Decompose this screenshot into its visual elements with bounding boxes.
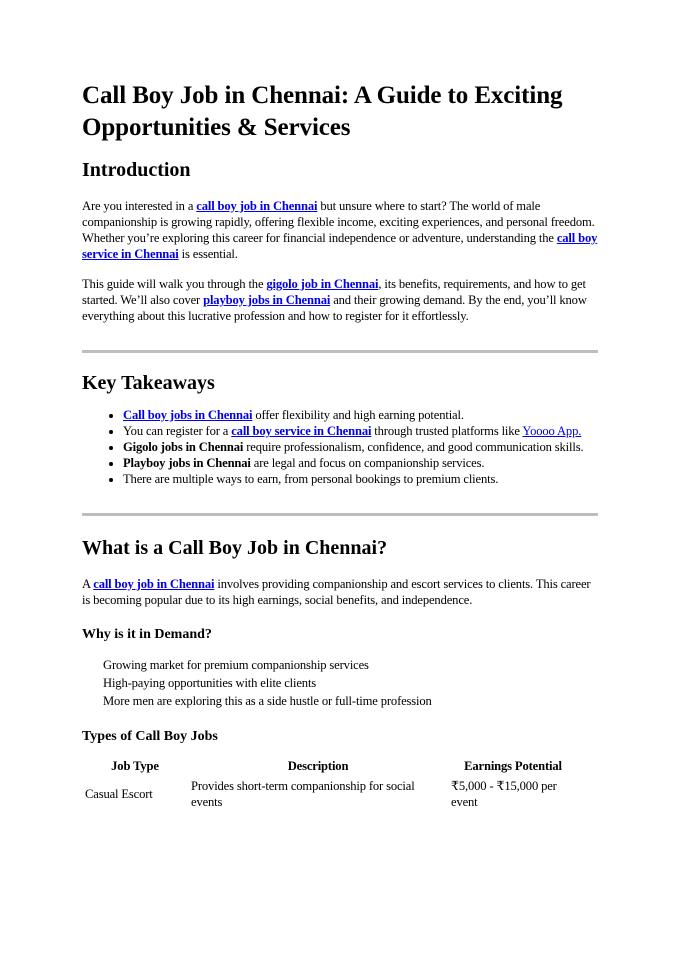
text: offer flexibility and high earning potential. bbox=[252, 408, 464, 422]
takeaways-list bbox=[82, 407, 598, 487]
column-header: Description bbox=[287, 759, 349, 773]
table-cell: Casual Escort bbox=[85, 787, 153, 801]
text: but unsure where to start? The world of male companionship is growing rapidly, offering flexible income, exciting experiences, and personal freedom. Whether you’re exploring this career for financial independence or adventure, understanding the bbox=[82, 199, 595, 245]
text: involves providing companionship and escort services to clients. This career is becoming popular due to its high earnings, social benefits, and independence. bbox=[82, 577, 591, 607]
section-divider bbox=[82, 350, 598, 353]
table-header-row bbox=[82, 756, 578, 778]
text: is essential. bbox=[178, 247, 238, 261]
text: A bbox=[82, 577, 94, 591]
list-item bbox=[123, 471, 598, 487]
what-is-heading: What is a Call Boy Job in Chennai? bbox=[82, 537, 388, 559]
table-row bbox=[82, 778, 578, 810]
table-cell: ₹5,000 - ₹15,000 per event bbox=[451, 779, 557, 809]
list-item: Growing market for premium companionship services bbox=[103, 658, 369, 672]
page-title: Call Boy Job in Chennai: A Guide to Exciting Opportunities & Services bbox=[82, 82, 563, 141]
demand-list bbox=[82, 656, 598, 710]
link-call-boy-job-chennai[interactable]: call boy job in Chennai bbox=[93, 577, 215, 591]
what-is-paragraph bbox=[82, 576, 598, 608]
link-call-boy-service-chennai[interactable]: call boy service in Chennai bbox=[82, 231, 598, 261]
bold-text: Playboy jobs in Chennai bbox=[123, 456, 251, 470]
text: , its benefits, requirements, and how to get started. We’ll also cover bbox=[82, 277, 586, 307]
text: This guide will walk you through the bbox=[82, 277, 267, 291]
section-divider bbox=[82, 513, 598, 516]
types-heading: Types of Call Boy Jobs bbox=[82, 729, 218, 744]
column-header: Job Type bbox=[111, 759, 159, 773]
text: You can register for a bbox=[123, 424, 232, 438]
demand-heading: Why is it in Demand? bbox=[82, 627, 212, 642]
list-item bbox=[123, 439, 598, 455]
text: require professionalism, confidence, and good communication skills. bbox=[243, 440, 584, 454]
link-call-boy-jobs-chennai[interactable]: Call boy jobs in Chennai bbox=[123, 408, 253, 422]
list-item bbox=[123, 423, 598, 439]
text: through trusted platforms like bbox=[371, 424, 523, 438]
list-item bbox=[123, 455, 598, 471]
link-call-boy-job-chennai[interactable]: call boy job in Chennai bbox=[196, 199, 318, 213]
job-types-table bbox=[82, 756, 578, 810]
link-gigolo-job-chennai[interactable]: gigolo job in Chennai bbox=[266, 277, 379, 291]
text: and their growing demand. By the end, you’ll know everything about this lucrative profession and how to register for it effortlessly. bbox=[82, 293, 587, 323]
intro-paragraph-2 bbox=[82, 276, 598, 324]
link-call-boy-service-chennai[interactable]: call boy service in Chennai bbox=[231, 424, 372, 438]
key-takeaways-heading: Key Takeaways bbox=[82, 372, 215, 394]
link-yoooo-app[interactable]: Yoooo App. bbox=[522, 424, 582, 438]
bold-text: Gigolo jobs in Chennai bbox=[123, 440, 244, 454]
link-playboy-jobs-chennai[interactable]: playboy jobs in Chennai bbox=[203, 293, 331, 307]
introduction-heading: Introduction bbox=[82, 159, 191, 181]
text: Are you interested in a bbox=[82, 199, 197, 213]
list-item: More men are exploring this as a side hustle or full-time profession bbox=[103, 694, 432, 708]
text: are legal and focus on companionship services. bbox=[250, 456, 485, 470]
list-item bbox=[123, 407, 598, 423]
list-item: High-paying opportunities with elite clients bbox=[103, 676, 317, 690]
text: There are multiple ways to earn, from personal bookings to premium clients. bbox=[123, 472, 499, 486]
document-content bbox=[82, 80, 598, 810]
table-cell: Provides short-term companionship for social events bbox=[191, 779, 415, 809]
intro-paragraph-1 bbox=[82, 198, 598, 262]
column-header: Earnings Potential bbox=[464, 759, 562, 773]
